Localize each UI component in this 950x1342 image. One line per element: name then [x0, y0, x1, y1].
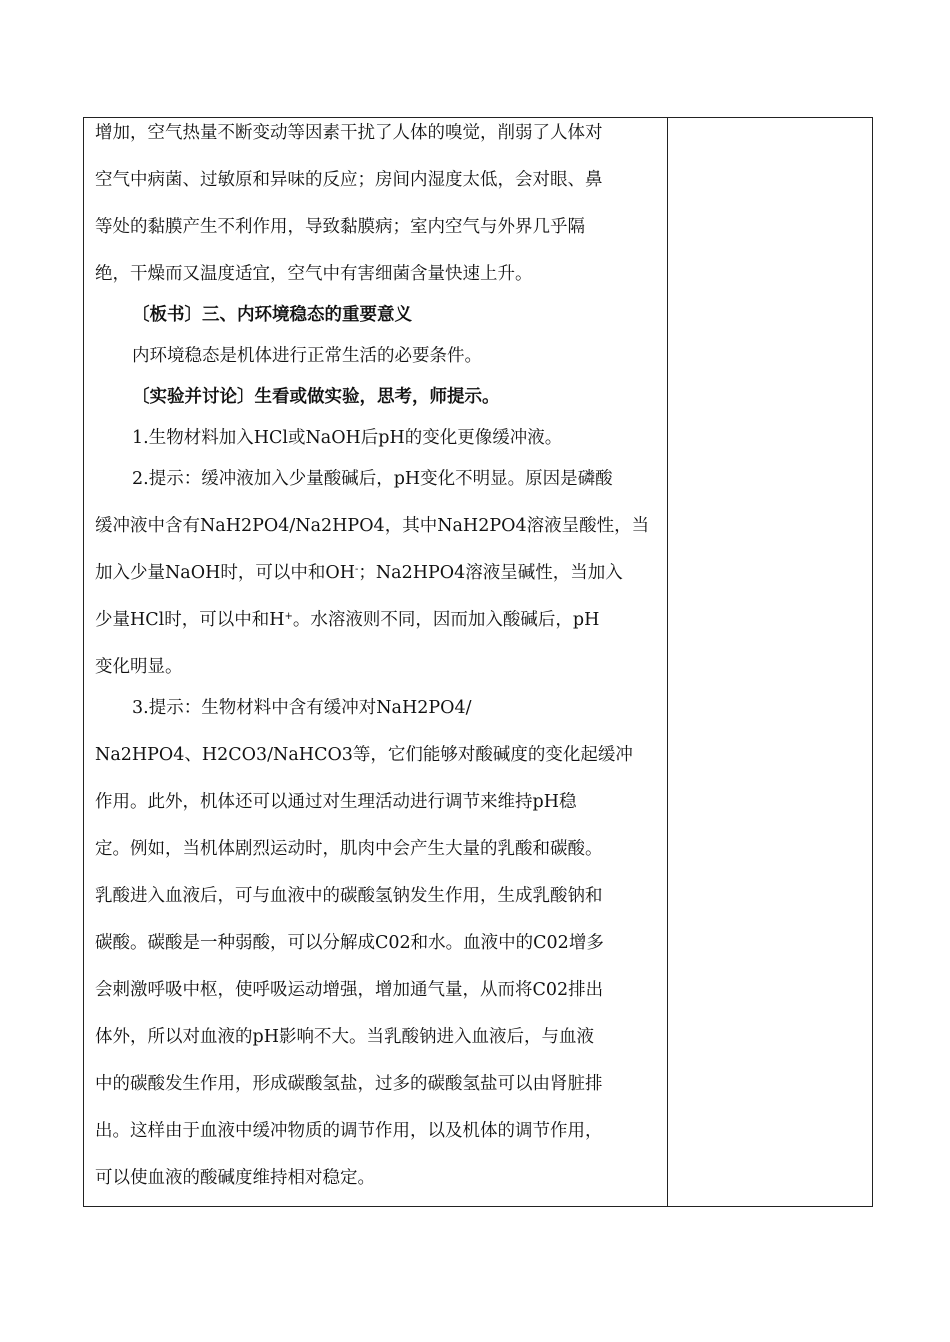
- text-line: 中的碳酸发生作用，形成碳酸氢盐，过多的碳酸氢盐可以由肾脏排: [95, 1074, 603, 1094]
- lesson-table: [83, 117, 873, 1207]
- text-line: 绝，干燥而又温度适宜，空气中有害细菌含量快速上升。: [95, 264, 533, 284]
- experiment-heading: 〔实验并讨论〕生看或做实验，思考，师提示。: [132, 387, 500, 407]
- text-line: 出。这样由于血液中缓冲物质的调节作用，以及机体的调节作用，: [95, 1121, 603, 1141]
- text-segment: 少量HCl时，可以中和H: [95, 610, 285, 630]
- text-segment: 。水溶液则不同，因而加入酸碱后，pH: [292, 610, 600, 630]
- text-line: 可以使血液的酸碱度维持相对稳定。: [95, 1168, 375, 1188]
- text-line: 2.提示：缓冲液加入少量酸碱后，pH变化不明显。原因是磷酸: [132, 469, 613, 489]
- board-heading: 〔板书〕三、内环境稳态的重要意义: [132, 305, 412, 325]
- text-line: 1.生物材料加入HCl或NaOH后pH的变化更像缓冲液。: [132, 428, 563, 448]
- text-line: 增加，空气热量不断变动等因素干扰了人体的嗅觉，削弱了人体对: [95, 123, 603, 143]
- text-line: 作用。此外，机体还可以通过对生理活动进行调节来维持pH稳: [95, 792, 577, 812]
- text-line: 定。例如，当机体剧烈运动时，肌肉中会产生大量的乳酸和碳酸。: [95, 839, 603, 859]
- text-line: [95, 562, 623, 584]
- text-segment: ；Na2HPO4溶液呈碱性，当加入: [358, 563, 623, 583]
- text-line: Na2HPO4、H2CO3/NaHCO3等，它们能够对酸碱度的变化起缓冲: [95, 745, 633, 765]
- text-line: 变化明显。: [95, 657, 183, 677]
- text-line: 体外，所以对血液的pH影响不大。当乳酸钠进入血液后，与血液: [95, 1027, 594, 1047]
- notes-cell: [668, 118, 872, 1206]
- text-line: [95, 609, 599, 631]
- text-line: 空气中病菌、过敏原和异味的反应；房间内湿度太低，会对眼、鼻: [95, 170, 603, 190]
- text-line: 会刺激呼吸中枢，使呼吸运动增强，增加通气量，从而将C02排出: [95, 980, 604, 1000]
- text-line: 碳酸。碳酸是一种弱酸，可以分解成C02和水。血液中的C02增多: [95, 933, 604, 953]
- text-line: 缓冲液中含有NaH2PO4/Na2HPO4，其中NaH2PO4溶液呈酸性，当: [95, 516, 650, 536]
- text-line: 乳酸进入血液后，可与血液中的碳酸氢钠发生作用，生成乳酸钠和: [95, 886, 603, 906]
- text-line: 3.提示：生物材料中含有缓冲对NaH2PO4/: [132, 698, 472, 718]
- superscript-plus: +: [284, 611, 293, 622]
- content-cell: [84, 118, 668, 1206]
- text-line: 内环境稳态是机体进行正常生活的必要条件。: [132, 346, 482, 366]
- text-segment: 加入少量NaOH时，可以中和OH: [95, 563, 355, 583]
- text-line: 等处的黏膜产生不利作用，导致黏膜病；室内空气与外界几乎隔: [95, 217, 585, 237]
- superscript-minus: -: [354, 564, 359, 575]
